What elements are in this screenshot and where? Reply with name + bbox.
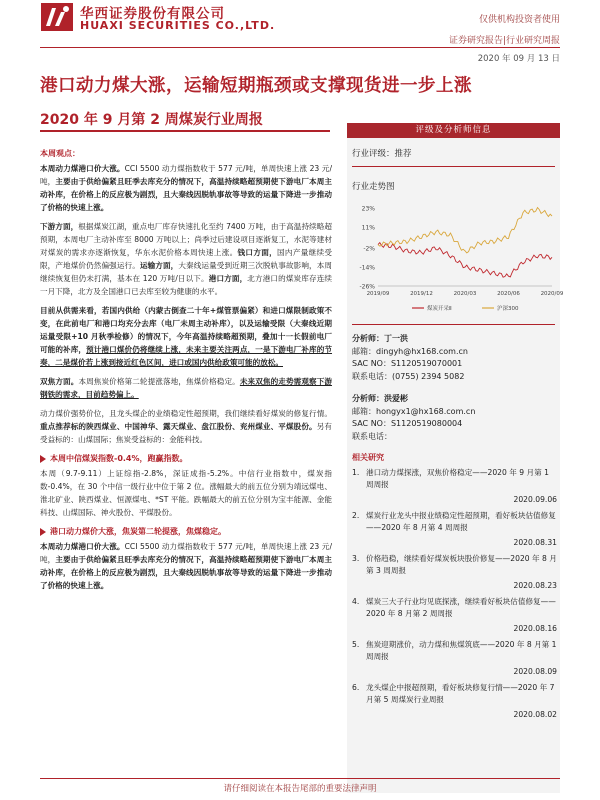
body-text: CCI 5500 动力煤指数收于 577 元/吨，单周快速上涨 23 元/吨， (40, 164, 333, 186)
related-num: 6. (352, 683, 360, 692)
body-text: 国内产量继续受限，产地煤价仍然偏强运行。 (40, 248, 333, 270)
y-tick-label: 23% (361, 205, 375, 213)
related-title: 价格趋稳，继续看好煤炭板块股价修复——2020 年 8 月第 3 周周报 (366, 554, 557, 575)
analyst-name: 分析师：丁一洪 (352, 334, 408, 343)
huaxi-logo-icon (40, 2, 74, 32)
analyst-phone: 联系电话： (352, 431, 392, 441)
analyst-phone: 联系电话：(0755) 2394 5082 (352, 371, 465, 381)
bullet-heading-text: 本周中信煤炭指数-0.4%，跑赢指数。 (50, 454, 188, 463)
bold-text: 主要由于供给偏紧且旺季去库充分的情况下，高温持续略超预期使下游电厂本周主动补库，在价格上的反应极为剧烈，且大秦线因脱轨事故等导致的运量下降进一步推动了价格的快速上涨。 (40, 555, 332, 590)
related-item[interactable] (352, 510, 557, 549)
triangle-bullet-icon (40, 528, 46, 536)
body-text: 大秦线运量受到近期三次脱轨事故影响，本周继续恢复但仍未打满，基本在 120 万吨/日以下。 (40, 261, 333, 283)
related-date: 2020.08.02 (513, 710, 557, 719)
lead-text: 双焦方面。 (40, 377, 79, 386)
triangle-bullet-icon (40, 455, 46, 463)
paragraph-recommendation (40, 407, 332, 446)
industry-rating: 行业评级：推荐 (352, 149, 412, 159)
related-heading: 相关研究 (352, 453, 384, 462)
related-item[interactable] (352, 467, 557, 506)
bullet-heading (40, 452, 332, 465)
report-date: 2020 年 09 月 13 日 (477, 54, 560, 64)
lead-text: 运输方面， (139, 261, 179, 270)
company-name-cn: 华西证券股份有限公司 (80, 6, 225, 22)
legend-label: 煤炭开采Ⅱ (427, 306, 452, 312)
lead-text: 本周动力煤港口价大涨。 (40, 542, 125, 551)
related-title: 焦炭迎期涨价，动力煤和焦煤筑底——2020 年 8 月第 1 周周报 (366, 640, 557, 661)
related-date: 2020.08.23 (513, 581, 557, 590)
paragraph-downstream (40, 220, 332, 298)
x-tick-label: 2020/09 (540, 291, 564, 297)
analyst-email: 邮箱：hongyx1@hx168.com.cn (352, 406, 476, 416)
lead-text: 港口方面， (208, 274, 248, 283)
analyst-email: 邮箱：dingyh@hx168.com.cn (352, 346, 468, 356)
section-heading: 本周观点： (40, 149, 80, 158)
paragraph-index: 本周（9.7-9.11）上证综指-2.8%，深证成指-5.2%。中信行业指数中，煤炭指数-0.4%，在 30 个中信一级行业中位于第 2 位。涨幅最大的前五位分别为靖远煤电、淮北矿业、陕西煤业、恒源煤电、*ST 平能。跌幅最大的前五位分别为宝丰能源、金能科技、山煤国际、神火股份、平煤股份。 (40, 469, 332, 517)
company-name-en: HUAXI SECURITIES CO.,LTD. (80, 19, 276, 32)
y-tick-label: 11% (361, 224, 375, 232)
subtitle-underline (40, 130, 330, 132)
related-num: 5. (352, 640, 360, 649)
legal-disclaimer: 请仔细阅读在本报告尾部的重要法律声明 (223, 784, 377, 794)
related-date: 2020.08.31 (513, 538, 557, 547)
header-divider (40, 47, 560, 48)
related-date: 2020.08.09 (513, 667, 557, 676)
related-title: 龙头煤企中报超预期，看好板块修复行情——2020 年 7 月第 5 周煤炭行业周报 (366, 683, 555, 704)
sidebar-divider (352, 166, 555, 167)
body-text: CCI 5500 动力煤指数收于 577 元/吨，单周快速上涨 23 元/吨， (40, 542, 333, 564)
x-tick-label: 2020/06 (497, 291, 520, 297)
related-item[interactable] (352, 596, 557, 635)
body-text: 根据煤炭江湖，重点电厂库存快速扎化至约 7400 万吨，由于高温持续略超预期，本周电厂主动补库至 8000 万吨以上；尚季过后建设项目逐渐复工，水泥等建材对煤炭的需求亦逐渐恢复，华东水泥价格本周快速上涨。 (40, 222, 333, 257)
industry-trend-chart (352, 198, 564, 318)
trend-chart-title: 行业走势图 (352, 182, 395, 192)
analyst-sac: SAC NO：S1120519070001 (352, 359, 463, 368)
audience-note: 仅供机构投资者使用 (478, 15, 560, 25)
bold-text: 主要由于供给偏紧且旺季去库充分的情况下，高温持续略超预期使下游电厂本周主动补库，在价格上的反应极为剧烈，且大秦线因脱轨事故等导致的运量下降进一步推动了价格的快速上涨。 (40, 177, 332, 212)
related-num: 3. (352, 554, 360, 563)
paragraph-port-price-2 (40, 540, 332, 592)
x-tick-label: 2019/12 (410, 291, 433, 297)
related-date: 2020.08.16 (513, 624, 557, 633)
related-title: 煤炭行业龙头中报业绩稳定性超预期，看好板块估值修复——2020 年 8 月第 4 周周报 (366, 511, 556, 532)
y-tick-label: -2% (363, 245, 375, 253)
report-type: 证券研究报告|行业研究周报 (448, 36, 560, 46)
related-num: 2. (352, 511, 360, 520)
analyst-sac: SAC NO：S1120519080004 (352, 419, 463, 428)
related-num: 1. (352, 468, 360, 477)
lead-text: 本周动力煤港口价大涨。 (40, 164, 125, 173)
main-body (40, 147, 332, 595)
y-tick-label: -26% (359, 283, 375, 291)
related-date: 2020.09.06 (513, 495, 557, 504)
body-text: 本周焦炭价格第二轮提涨落地，焦煤价格稳定。 (78, 377, 240, 386)
x-tick-label: 2019/09 (366, 291, 390, 297)
bullet-heading-text: 港口动力煤价大涨，焦炭第二轮提涨，焦煤稳定。 (50, 527, 226, 536)
analyst-block (352, 393, 556, 443)
legend-label: 沪深300 (497, 306, 519, 312)
report-title: 港口动力煤大涨，运输短期瓶颈或支撑现货进一步上涨 (40, 76, 472, 96)
underlined-text: 预计港口煤价仍将继续上涨，未来主要关注两点，一是下游电厂补库的节奏，二是煤价若上涨到接近红色区间，进口或国内供给政策可能的放松。 (40, 345, 333, 367)
related-research (352, 452, 557, 725)
bold-text: 目前从供需来看，若国内供给（内蒙古倒查二十年+煤管票偏紧）和进口煤限制政策不变，在此前电厂和港口均充分去库（电厂未周主动补库），以及运输受限（大秦线近期运量受限+10 月秋季检修）的情况下，今年高温持续略超预期，叠加十一长假前电厂可能的补库， (40, 306, 332, 354)
series-line (378, 208, 552, 253)
body-text: 北方港口的煤炭库存连续一月下降，北方及全国港口已去库至较为健康的水平。 (40, 274, 332, 296)
related-title: 港口动力煤探涨，双焦价格稳定——2020 年 9 月第 1 周周报 (366, 468, 549, 489)
related-item[interactable] (352, 639, 557, 678)
x-tick-label: 2020/03 (453, 291, 477, 297)
sidebar-header: 评级及分析师信息 (347, 123, 560, 138)
series-line (378, 243, 552, 278)
bullet-heading (40, 525, 332, 538)
underlined-text: 未来双焦的走势需观察下游钢铁的需求，目前趋势偏上。 (40, 377, 333, 399)
paragraph-port-price (40, 162, 332, 214)
paragraph-coking (40, 375, 332, 401)
related-title: 煤炭三大子行业均见底探涨，继续看好板块估值修复——2020 年 8 月第 2 周周报 (366, 597, 556, 618)
sidebar-divider (352, 324, 555, 325)
analyst-name: 分析师：洪爱彬 (352, 394, 408, 403)
body-text: 动力煤价强势价位，且龙头煤企的业绩稳定性超预期，我们继续看好煤炭的修复行情。 (40, 409, 332, 418)
lead-text: 下游方面， (40, 222, 79, 231)
related-item[interactable] (352, 682, 557, 721)
related-item[interactable] (352, 553, 557, 592)
analyst-block (352, 333, 556, 383)
footer-divider (40, 778, 560, 779)
report-subtitle: 2020 年 9 月第 2 周煤炭行业周报 (40, 112, 263, 128)
paragraph-supply-demand (40, 304, 332, 369)
y-tick-label: -14% (359, 264, 375, 272)
related-num: 4. (352, 597, 360, 606)
bold-text: 重点推荐标的陕西煤业、中国神华、露天煤业、盘江股份、兖州煤业、平煤股份。 (40, 422, 317, 431)
body-text: 另有受益标的：山煤国际；焦炭受益标的：金能科技。 (40, 422, 332, 444)
analyst-info (352, 333, 556, 453)
lead-text: 钱口方面， (237, 248, 278, 257)
